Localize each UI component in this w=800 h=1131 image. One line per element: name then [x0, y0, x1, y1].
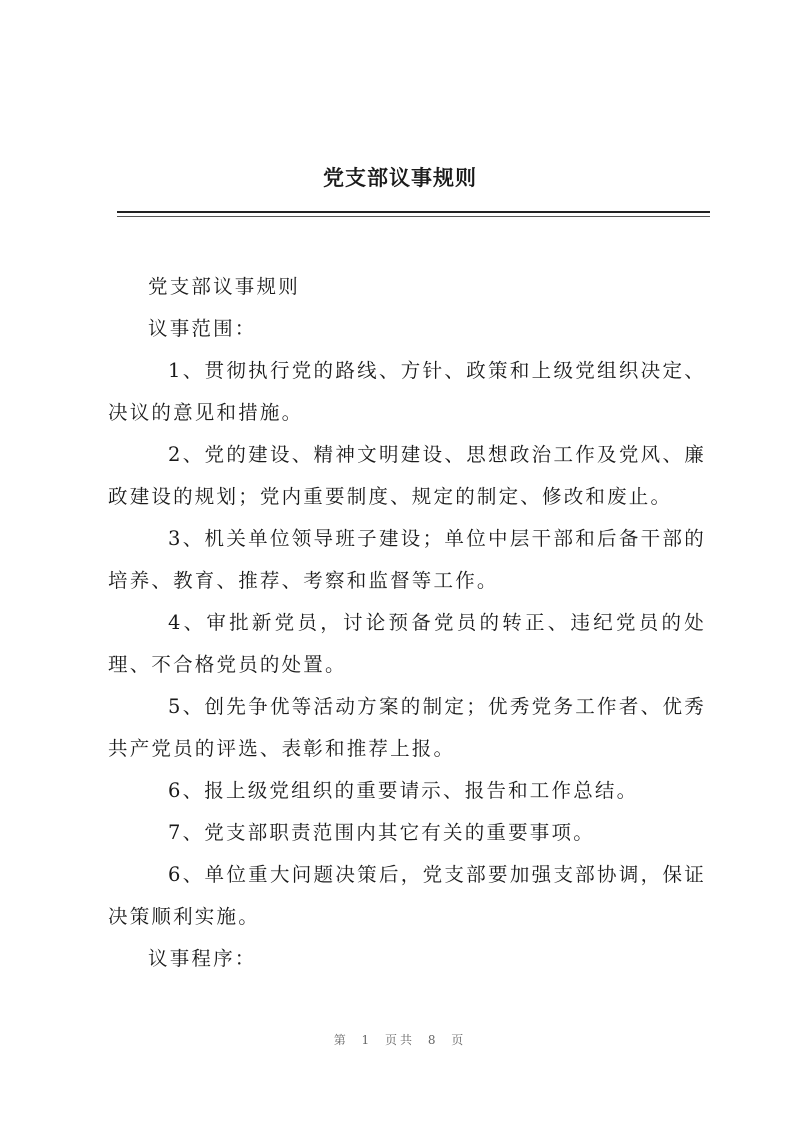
page-title: 党支部议事规则 — [323, 165, 477, 190]
paragraph: 议事程序： — [148, 947, 257, 970]
paragraph: 1、贯彻执行党的路线、方针、政策和上级党组织决定、决议的意见和措施。 — [108, 359, 706, 424]
page-number-footer: 第 1 页共 8 页 — [333, 1033, 467, 1047]
paragraph: 3、机关单位领导班子建设；单位中层干部和后备干部的培养、教育、推荐、考察和监督等工作。 — [108, 527, 706, 592]
paragraph: 5、创先争优等活动方案的制定；优秀党务工作者、优秀共产党员的评选、表彰和推荐上报。 — [108, 695, 706, 760]
title-divider-thin — [117, 216, 710, 217]
paragraph: 4、审批新党员，讨论预备党员的转正、违纪党员的处理、不合格党员的处置。 — [108, 611, 706, 676]
title-divider — [117, 211, 710, 213]
paragraph: 7、党支部职责范围内其它有关的重要事项。 — [168, 821, 595, 844]
paragraph: 党支部议事规则 — [148, 275, 300, 298]
paragraph: 2、党的建设、精神文明建设、思想政治工作及党风、廉政建设的规划；党内重要制度、规定的制定、修改和废止。 — [108, 443, 706, 508]
paragraph: 议事范围： — [148, 317, 257, 340]
paragraph: 6、单位重大问题决策后，党支部要加强支部协调，保证决策顺利实施。 — [108, 863, 706, 928]
paragraph: 6、报上级党组织的重要请示、报告和工作总结。 — [168, 779, 639, 802]
document-body — [108, 266, 706, 980]
